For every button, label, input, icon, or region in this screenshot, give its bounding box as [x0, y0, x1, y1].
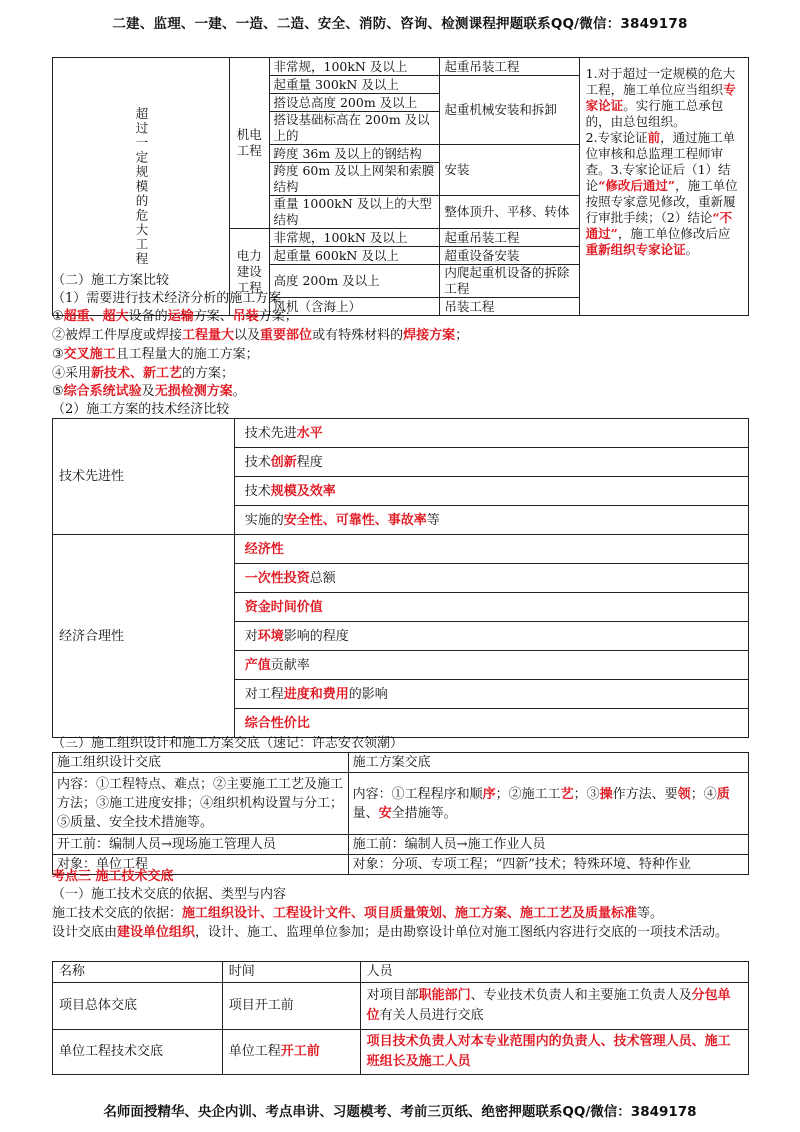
work-cell: 超重设备安装	[440, 247, 579, 265]
side-label: 超过一定规模的危大工程	[53, 58, 230, 316]
condition-cell: 风机（含海上）	[269, 298, 440, 316]
plan-comparison-table	[52, 418, 749, 738]
criterion-cell: 实施的安全性、可靠性、事故率等	[234, 506, 748, 535]
section-subtitle: （一）施工技术交底的依据、类型与内容	[52, 887, 287, 902]
key-point-title: 考点三 施工技术交底	[52, 869, 174, 884]
content-cell: 内容：①工程特点、难点；②主要施工工艺及施工方法；③施工进度安排；④组织机构设置与分工；⑤质量、安全技术措施等。	[53, 773, 349, 835]
col-header: 时间	[222, 962, 360, 983]
tech-label: 技术先进性	[53, 419, 235, 535]
technical-disclosure-table	[52, 961, 749, 1075]
criterion-cell: 资金时间价值	[234, 593, 748, 622]
condition-cell: 高度 200m 及以上	[269, 265, 440, 298]
before-cell: 施工前：编制人员→施工作业人员	[348, 835, 748, 855]
criterion-cell: 技术规模及效率	[234, 477, 748, 506]
page-header: 二建、监理、一建、一造、二造、安全、消防、咨询、检测课程押题联系QQ/微信：3849178	[112, 16, 688, 32]
col-header: 施工组织设计交底	[53, 753, 349, 773]
section-title: （三）施工组织设计和施工方案交底（速记：许志安衣领潮）	[52, 736, 404, 751]
criterion-cell: 技术先进水平	[234, 419, 748, 448]
work-cell: 安装	[440, 145, 579, 196]
condition-cell: 起重量 300kN 及以上	[269, 76, 440, 94]
basis-text: 施工技术交底的依据：施工组织设计、工程设计文件、项目质量策划、施工方案、施工工艺及质量标准等。	[52, 906, 664, 921]
work-cell: 整体顶升、平移、转体	[440, 196, 579, 229]
work-cell: 起重机械安装和拆卸	[440, 76, 579, 145]
col-header: 名称	[53, 962, 223, 983]
expert-review-note: 1.对于超过一定规模的危大工程，施工单位应当组织专家论证。实行施工总承包的，由总包组织。 2.专家论证前，通过施工单位审核和总监理工程师审查。3.专家论证后（1）结论“修改后通过”，施工单位按照专家意见修改，重新履行审批手续；（2）结论“不通过”，施工单位修改后应重新组织专家论证。	[579, 58, 748, 316]
condition-cell: 搭设基础标高在 200m 及以上的	[269, 112, 440, 145]
condition-cell: 重量 1000kN 及以上的大型结构	[269, 196, 440, 229]
condition-cell: 非常规，100kN 及以上	[269, 229, 440, 247]
work-cell: 内爬起重机设备的拆除工程	[440, 265, 579, 298]
people-cell: 对项目部职能部门、专业技术负责人和主要施工负责人及分包单位有关人员进行交底	[360, 983, 748, 1030]
object-cell: 对象：单位工程	[53, 855, 349, 875]
page-footer: 名师面授精华、央企内训、考点串讲、习题模考、考前三页纸、绝密押题联系QQ/微信：3849178	[103, 1104, 697, 1120]
mech-label: 机电工程	[230, 58, 270, 229]
criterion-cell: 经济性	[234, 535, 748, 564]
work-cell: 吊装工程	[440, 298, 579, 316]
col-header: 人员	[360, 962, 748, 983]
list-item: ③交叉施工且工程量大的施工方案；	[52, 347, 259, 362]
power-label: 电力建设工程	[230, 229, 270, 316]
time-cell: 单位工程开工前	[222, 1030, 360, 1075]
work-cell: 起重吊装工程	[440, 229, 579, 247]
condition-cell: 跨度 60m 及以上网架和索膜结构	[269, 163, 440, 196]
design-text: 设计交底由建设单位组织，设计、施工、监理单位参加；是由勘察设计单位对施工图纸内容进行交底的一项技术活动。	[52, 925, 729, 940]
before-cell: 开工前：编制人员→现场施工管理人员	[53, 835, 349, 855]
criterion-cell: 技术创新程度	[234, 448, 748, 477]
time-cell: 项目开工前	[222, 983, 360, 1030]
condition-cell: 起重量 600kN 及以上	[269, 247, 440, 265]
list-item: ④采用新技术、新工艺的方案；	[52, 366, 235, 381]
work-cell: 起重吊装工程	[440, 58, 579, 76]
criterion-cell: 产值贡献率	[234, 651, 748, 680]
section-subtitle: （2）施工方案的技术经济比较	[52, 402, 230, 417]
name-cell: 单位工程技术交底	[53, 1030, 223, 1075]
content-cell: 内容：①工程程序和顺序；②施工工艺；③操作方法、要领；④质量、安全措施等。	[348, 773, 748, 835]
people-cell: 项目技术负责人对本专业范围内的负责人、技术管理人员、施工班组长及施工人员	[360, 1030, 748, 1075]
section-title: （二）施工方案比较	[52, 273, 170, 288]
object-cell: 对象：分项、专项工程；“四新”技术；特殊环境、特种作业	[348, 855, 748, 875]
criterion-cell: 对工程进度和费用的影响	[234, 680, 748, 709]
list-item: ①超重、超大设备的运输方案、吊装方案；	[52, 309, 298, 324]
criterion-cell: 综合性价比	[234, 709, 748, 738]
criterion-cell: 一次性投资总额	[234, 564, 748, 593]
criterion-cell: 对环境影响的程度	[234, 622, 748, 651]
list-item: ②被焊工件厚度或焊接工程量大以及重要部位或有特殊材料的焊接方案；	[52, 328, 469, 343]
condition-cell: 搭设总高度 200m 及以上	[269, 94, 440, 112]
condition-cell: 跨度 36m 及以上的钢结构	[269, 145, 440, 163]
col-header: 施工方案交底	[348, 753, 748, 773]
name-cell: 项目总体交底	[53, 983, 223, 1030]
section-subtitle: （1）需要进行技术经济分析的施工方案	[52, 291, 282, 306]
list-item: ⑤综合系统试验及无损检测方案。	[52, 384, 246, 399]
econ-label: 经济合理性	[53, 535, 235, 738]
condition-cell: 非常规，100kN 及以上	[269, 58, 440, 76]
disclosure-table	[52, 752, 749, 875]
